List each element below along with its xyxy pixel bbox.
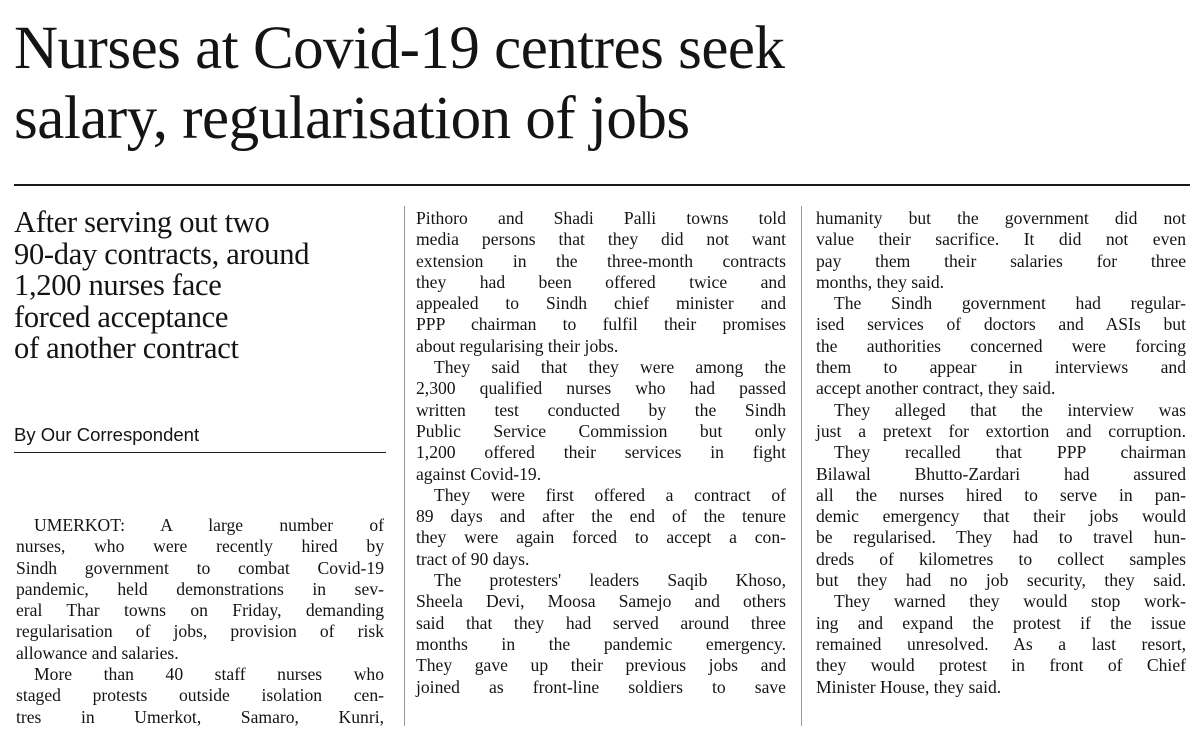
article-line: Sindh government to combat Covid-19 (16, 557, 384, 578)
article-line: against Covid-19. (416, 463, 542, 484)
article-line: They alleged that the interview was (834, 399, 1186, 420)
headline (14, 14, 1194, 154)
article-line: 1,200 offered their services in fight (416, 442, 786, 463)
article-line: Pithoro and Shadi Palli towns told (416, 208, 786, 228)
article-line: Sheela Devi, Moosa Samejo and others (416, 591, 786, 612)
standfirst-line: 90-day contracts, around (14, 236, 310, 271)
article-line: accept another contract, they said. (816, 378, 1056, 399)
article-column-1 (16, 515, 384, 728)
article-line: UMERKOT: A large number of (34, 515, 384, 535)
article-line: ing and expand the protest if the issue (816, 612, 1186, 633)
article-line: They were first offered a contract of (434, 484, 786, 505)
headline-rule (14, 184, 1190, 186)
article-line: They recalled that PPP chairman (834, 442, 1186, 463)
article-line: they had been offered twice and (416, 271, 786, 292)
article-line: months in the pandemic emergency. (416, 633, 786, 654)
column-divider (404, 206, 405, 726)
article-line: They said that they were among the (434, 357, 786, 378)
standfirst-line: forced acceptance (14, 299, 229, 334)
article-line: They warned they would stop work- (834, 591, 1186, 612)
article-line: extension in the three-month contracts (416, 250, 786, 271)
byline-rule (14, 452, 386, 453)
article-line: allowance and salaries. (16, 642, 179, 663)
article-line: be regularised. They had to travel hun- (816, 527, 1186, 548)
article-line: ised services of doctors and ASIs but (816, 314, 1186, 335)
article-line: appealed to Sindh chief minister and (416, 293, 786, 314)
article-line: 89 days and after the end of the tenure (416, 506, 786, 527)
article-line: Minister House, they said. (816, 676, 1002, 697)
article-line: they would protest in front of Chief (816, 655, 1186, 676)
article-line: months, they said. (816, 271, 945, 292)
article-line: regularisation of jobs, provision of risk (16, 621, 384, 642)
article-line: value their sacrifice. It did not even (816, 229, 1186, 250)
article-line: The protesters' leaders Saqib Khoso, (434, 570, 786, 591)
article-line: written test conducted by the Sindh (416, 399, 786, 420)
headline-line: salary, regularisation of jobs (14, 85, 690, 152)
standfirst-line: 1,200 nurses face (14, 268, 222, 303)
article-line: just a pretext for extortion and corruption. (816, 420, 1186, 441)
article-line: they were again forced to accept a con- (416, 527, 786, 548)
article-line: tract of 90 days. (416, 548, 530, 569)
article-line: them to appear in interviews and (816, 357, 1186, 378)
standfirst (14, 207, 389, 365)
article-line: pay them their salaries for three (816, 250, 1186, 271)
article-line: Bilawal Bhutto-Zardari had assured (816, 463, 1186, 484)
article-line: said that they had served around three (416, 612, 786, 633)
article-line: humanity but the government did not (816, 208, 1186, 228)
article-line: dreds of kilometres to collect samples (816, 548, 1186, 569)
article-column-3 (816, 208, 1186, 698)
article-line: Public Service Commission but only (416, 420, 786, 441)
article-line: joined as front-line soldiers to save (416, 676, 786, 697)
article-line: staged protests outside isolation cen- (16, 685, 384, 706)
article-line: but they had no job security, they said. (816, 570, 1186, 591)
column-divider (801, 206, 802, 726)
article-line: the authorities concerned were forcing (816, 335, 1186, 356)
article-column-2 (416, 208, 786, 698)
article-line: PPP chairman to fulfil their promises (416, 314, 786, 335)
standfirst-line: of another contract (14, 331, 239, 366)
article-line: demic emergency that their jobs would (816, 506, 1186, 527)
article-line: tres in Umerkot, Samaro, Kunri, (16, 706, 384, 727)
headline-line: Nurses at Covid-19 centres seek (14, 15, 785, 82)
article-line: eral Thar towns on Friday, demanding (16, 600, 384, 621)
article-line: remained unresolved. As a last resort, (816, 633, 1186, 654)
article-line: pandemic, held demonstrations in sev- (16, 578, 384, 599)
article-line: nurses, who were recently hired by (16, 536, 384, 557)
article-line: They gave up their previous jobs and (416, 655, 786, 676)
article-line: all the nurses hired to serve in pan- (816, 484, 1186, 505)
article-line: More than 40 staff nurses who (34, 664, 384, 685)
article-line: about regularising their jobs. (416, 335, 619, 356)
article-line: media persons that they did not want (416, 229, 786, 250)
article-line: 2,300 qualified nurses who had passed (416, 378, 786, 399)
standfirst-line: After serving out two (14, 205, 270, 239)
byline: By Our Correspondent (14, 424, 200, 445)
article-line: The Sindh government had regular- (834, 293, 1186, 314)
